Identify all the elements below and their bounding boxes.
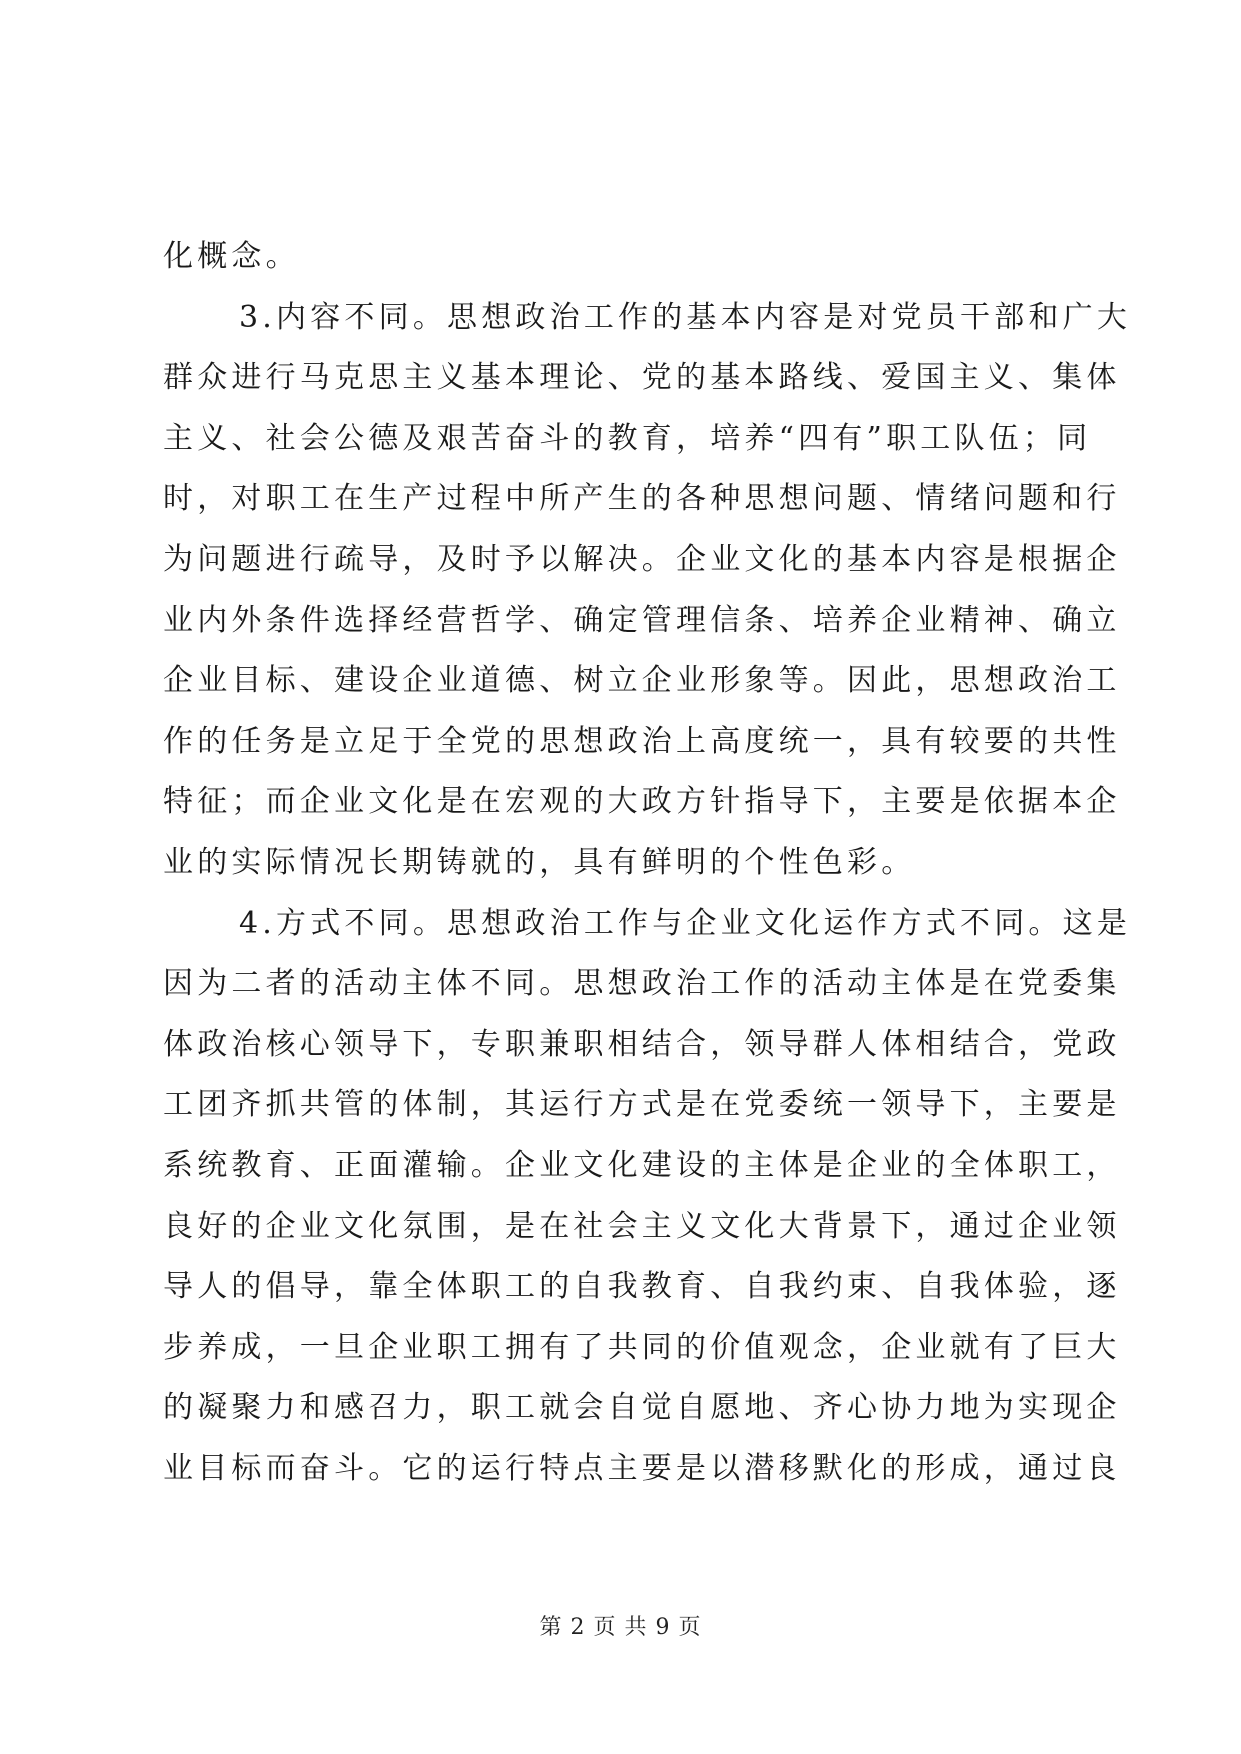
text-line: 群众进行马克思主义基本理论、党的基本路线、爱国主义、集体	[163, 360, 1121, 396]
text-line: 企业目标、建设企业道德、树立企业形象等。因此，思想政治工	[163, 663, 1121, 699]
text-line: 时，对职工在生产过程中所产生的各种思想问题、情绪问题和行	[163, 481, 1121, 517]
text-line: 作的任务是立足于全党的思想政治上高度统一，具有较要的共性	[163, 723, 1121, 759]
text-line: 主义、社会公德及艰苦奋斗的教育，培养“四有”职工队伍；同	[163, 420, 1092, 456]
text-line: 的凝聚力和感召力，职工就会自觉自愿地、齐心协力地为实现企	[163, 1390, 1121, 1426]
text-line: 因为二者的活动主体不同。思想政治工作的活动主体是在党委集	[163, 966, 1121, 1002]
text-line: 业内外条件选择经营哲学、确定管理信条、培养企业精神、确立	[163, 602, 1121, 638]
text-line: 4.方式不同。思想政治工作与企业文化运作方式不同。这是	[239, 905, 1132, 941]
text-line: 系统教育、正面灌输。企业文化建设的主体是企业的全体职工，	[163, 1147, 1121, 1183]
text-line: 良好的企业文化氛围，是在社会主义文化大背景下，通过企业领	[163, 1208, 1121, 1244]
body-text	[163, 227, 1132, 1499]
text-line: 导人的倡导，靠全体职工的自我教育、自我约束、自我体验，逐	[163, 1269, 1121, 1305]
text-line: 体政治核心领导下，专职兼职相结合，领导群人体相结合，党政	[163, 1026, 1121, 1062]
text-line: 为问题进行疏导，及时予以解决。企业文化的基本内容是根据企	[163, 541, 1121, 577]
text-line: 业目标而奋斗。它的运行特点主要是以潜移默化的形成，通过良	[163, 1450, 1121, 1486]
text-line: 3.内容不同。思想政治工作的基本内容是对党员干部和广大	[239, 299, 1132, 335]
text-line: 化概念。	[163, 239, 300, 274]
page-number-footer: 第 2 页 共 9 页	[539, 1615, 702, 1640]
text-line: 业的实际情况长期铸就的，具有鲜明的个性色彩。	[163, 844, 916, 880]
text-line: 步养成，一旦企业职工拥有了共同的价值观念，企业就有了巨大	[163, 1329, 1121, 1365]
text-line: 特征；而企业文化是在宏观的大政方针指导下，主要是依据本企	[163, 784, 1121, 820]
text-line: 工团齐抓共管的体制，其运行方式是在党委统一领导下，主要是	[163, 1087, 1121, 1123]
